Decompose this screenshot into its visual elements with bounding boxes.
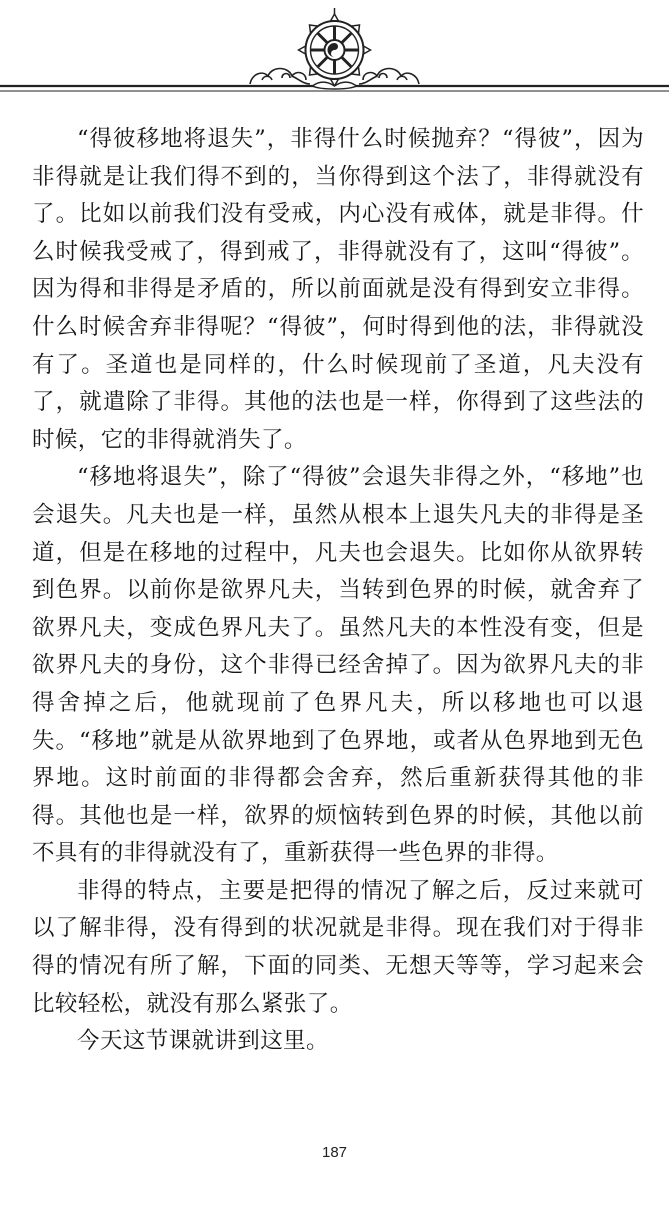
paragraph-4: 今天这节课就讲到这里。 [77,1028,329,1055]
left-cloud-ornament-icon [250,69,310,85]
page-number: 187 [321,1144,348,1161]
dharma-wheel-icon [299,8,371,89]
paragraph-1: “得彼移地将退失”，非得什么时候抛弃？“得彼”，因为非得就是让我们得不到的，当你得到这个法了，非得就没有了。比如以前我们没有受戒，内心没有戒体，就是非得。什么时候我受戒了，得到戒了，非得就没有了，这叫“得彼”。因为得和非得是矛盾的，所以前面就是没有得到安立非得。什么时候舍弃非得呢？“得彼”，何时得到他的法，非得就没有了。圣道也是同样的，什么时候现前了圣道，凡夫没有了，就遣除了非得。其他的法也是一样，你得到了这些法的时候，它的非得就消失了。 [32,126,644,453]
header-ornament [0,0,669,100]
page-body [32,121,644,1061]
paragraph-2: “移地将退失”，除了“得彼”会退失非得之外，“移地”也会退失。凡夫也是一样，虽然从根本上退失凡夫的非得是圣道，但是在移地的过程中，凡夫也会退失。比如你从欲界转到色界。以前你是欲界凡夫，当转到色界的时候，就舍弃了欲界凡夫，变成色界凡夫了。虽然凡夫的本性没有变，但是欲界凡夫的身份，这个非得已经舍掉了。因为欲界凡夫的非得舍掉之后，他就现前了色界凡夫，所以移地也可以退失。“移地”就是从欲界地到了色界地，或者从色界地到无色界地。这时前面的非得都会舍弃，然后重新获得其他的非得。其他也是一样，欲界的烦恼转到色界的时候，其他以前不具有的非得就没有了，重新获得一些色界的非得。 [32,464,644,867]
right-cloud-ornament-icon [359,69,419,85]
paragraph-3: 非得的特点，主要是把得的情况了解之后，反过来就可以了解非得，没有得到的状况就是非得。现在我们对于得非得的情况有所了解，下面的同类、无想天等等，学习起来会比较轻松，就没有那么紧张了。 [32,877,644,1017]
